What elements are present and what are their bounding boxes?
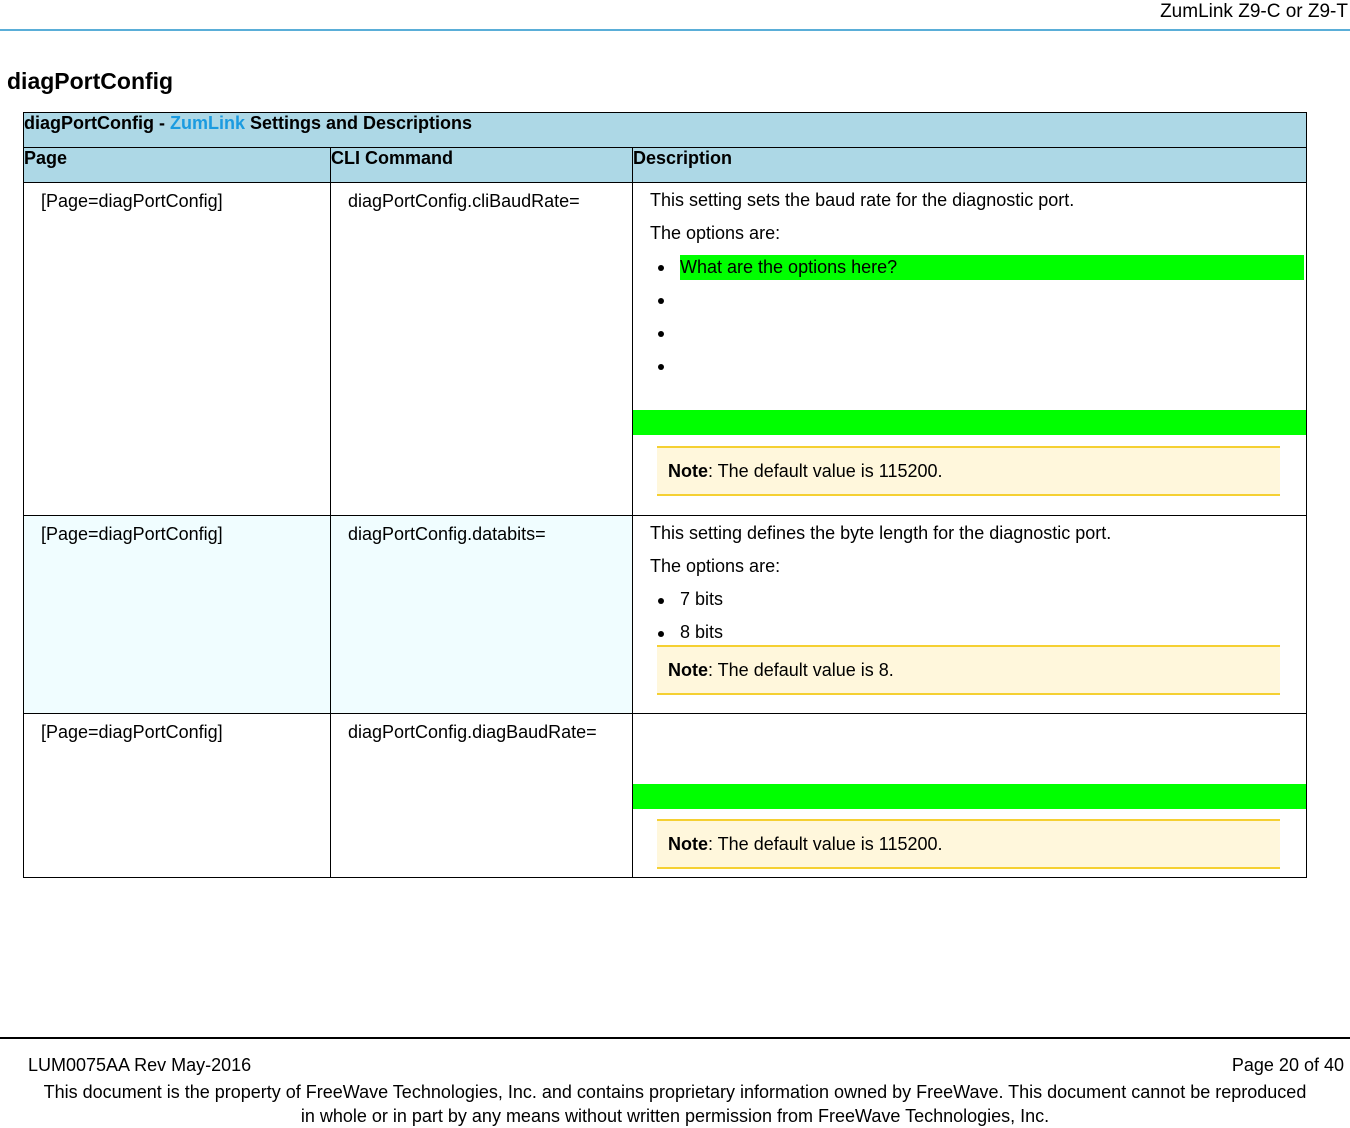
- options-intro: The options are:: [650, 556, 781, 576]
- legal-notice-line: in whole or in part by any means without written permission from FreeWave Technologies, Inc.: [300, 1106, 1050, 1126]
- bullet-icon: [658, 364, 664, 370]
- list-item: [650, 321, 1304, 354]
- description-cell: [633, 183, 1307, 516]
- description-text: This setting sets the baud rate for the diagnostic port.: [650, 190, 1075, 210]
- page-number: Page 20 of 40: [1231, 1055, 1344, 1075]
- table-title: [24, 113, 1307, 148]
- list-item: [650, 588, 1304, 621]
- cli-command-cell: diagPortConfig.databits=: [331, 516, 633, 714]
- header-divider: [0, 29, 1350, 31]
- page-title: diagPortConfig: [7, 68, 174, 94]
- page-cell: [Page=diagPortConfig]: [24, 516, 331, 714]
- note-box: [657, 446, 1280, 496]
- description-cell: [633, 516, 1307, 714]
- option-text: 7 bits: [680, 589, 724, 609]
- legal-notice-line: This document is the property of FreeWave Technologies, Inc. and contains proprietary information owned by FreeWave. This document cannot be reproduced: [43, 1082, 1307, 1102]
- bullet-icon: [658, 331, 664, 337]
- document-id: LUM0075AA Rev May-2016: [28, 1055, 252, 1075]
- note-label: Note: [668, 834, 708, 854]
- bullet-icon: [658, 298, 664, 304]
- column-header-description: Description: [633, 148, 1307, 183]
- table-row: [24, 714, 1307, 878]
- bullet-icon: [658, 265, 664, 271]
- list-item: [650, 621, 1304, 645]
- page-cell: [Page=diagPortConfig]: [24, 183, 331, 516]
- note-text: : The default value is 115200.: [708, 461, 943, 481]
- table-row: [24, 183, 1307, 516]
- table-header-row: [24, 148, 1307, 183]
- table-title-suffix: Settings and Descriptions: [244, 113, 473, 133]
- note-label: Note: [668, 660, 708, 680]
- note-box: [657, 819, 1280, 869]
- table-title-row: [24, 113, 1307, 148]
- note-label: Note: [668, 461, 708, 481]
- list-item: [650, 255, 1304, 288]
- highlighted-option: What are the options here?: [680, 255, 1304, 280]
- bullet-icon: [658, 598, 664, 604]
- footer-divider: [0, 1037, 1350, 1039]
- note-text: : The default value is 115200.: [708, 834, 943, 854]
- column-header-page: Page: [24, 148, 331, 183]
- document-header-title: ZumLink Z9-C or Z9-T: [1160, 1, 1348, 22]
- table-title-brand: ZumLink: [169, 113, 245, 133]
- list-item: [650, 354, 1304, 387]
- options-intro: The options are:: [650, 223, 781, 243]
- options-list: [650, 588, 1304, 645]
- table-title-prefix: diagPortConfig -: [24, 113, 170, 133]
- description-cell: [633, 714, 1307, 878]
- options-list: [650, 255, 1304, 387]
- bullet-icon: [658, 631, 664, 637]
- highlight-bar: [633, 410, 1306, 435]
- highlight-bar: [633, 784, 1306, 809]
- legal-notice: [0, 1080, 1350, 1128]
- note-box: [657, 645, 1280, 695]
- note-text: : The default value is 8.: [708, 660, 894, 680]
- list-item: [650, 288, 1304, 321]
- table-row: [24, 516, 1307, 714]
- cli-command-cell: diagPortConfig.diagBaudRate=: [331, 714, 633, 878]
- option-text: 8 bits: [680, 622, 724, 642]
- page-cell: [Page=diagPortConfig]: [24, 714, 331, 878]
- cli-command-cell: diagPortConfig.cliBaudRate=: [331, 183, 633, 516]
- column-header-cli-command: CLI Command: [331, 148, 633, 183]
- description-text: This setting defines the byte length for the diagnostic port.: [650, 523, 1112, 543]
- settings-table: [23, 112, 1307, 878]
